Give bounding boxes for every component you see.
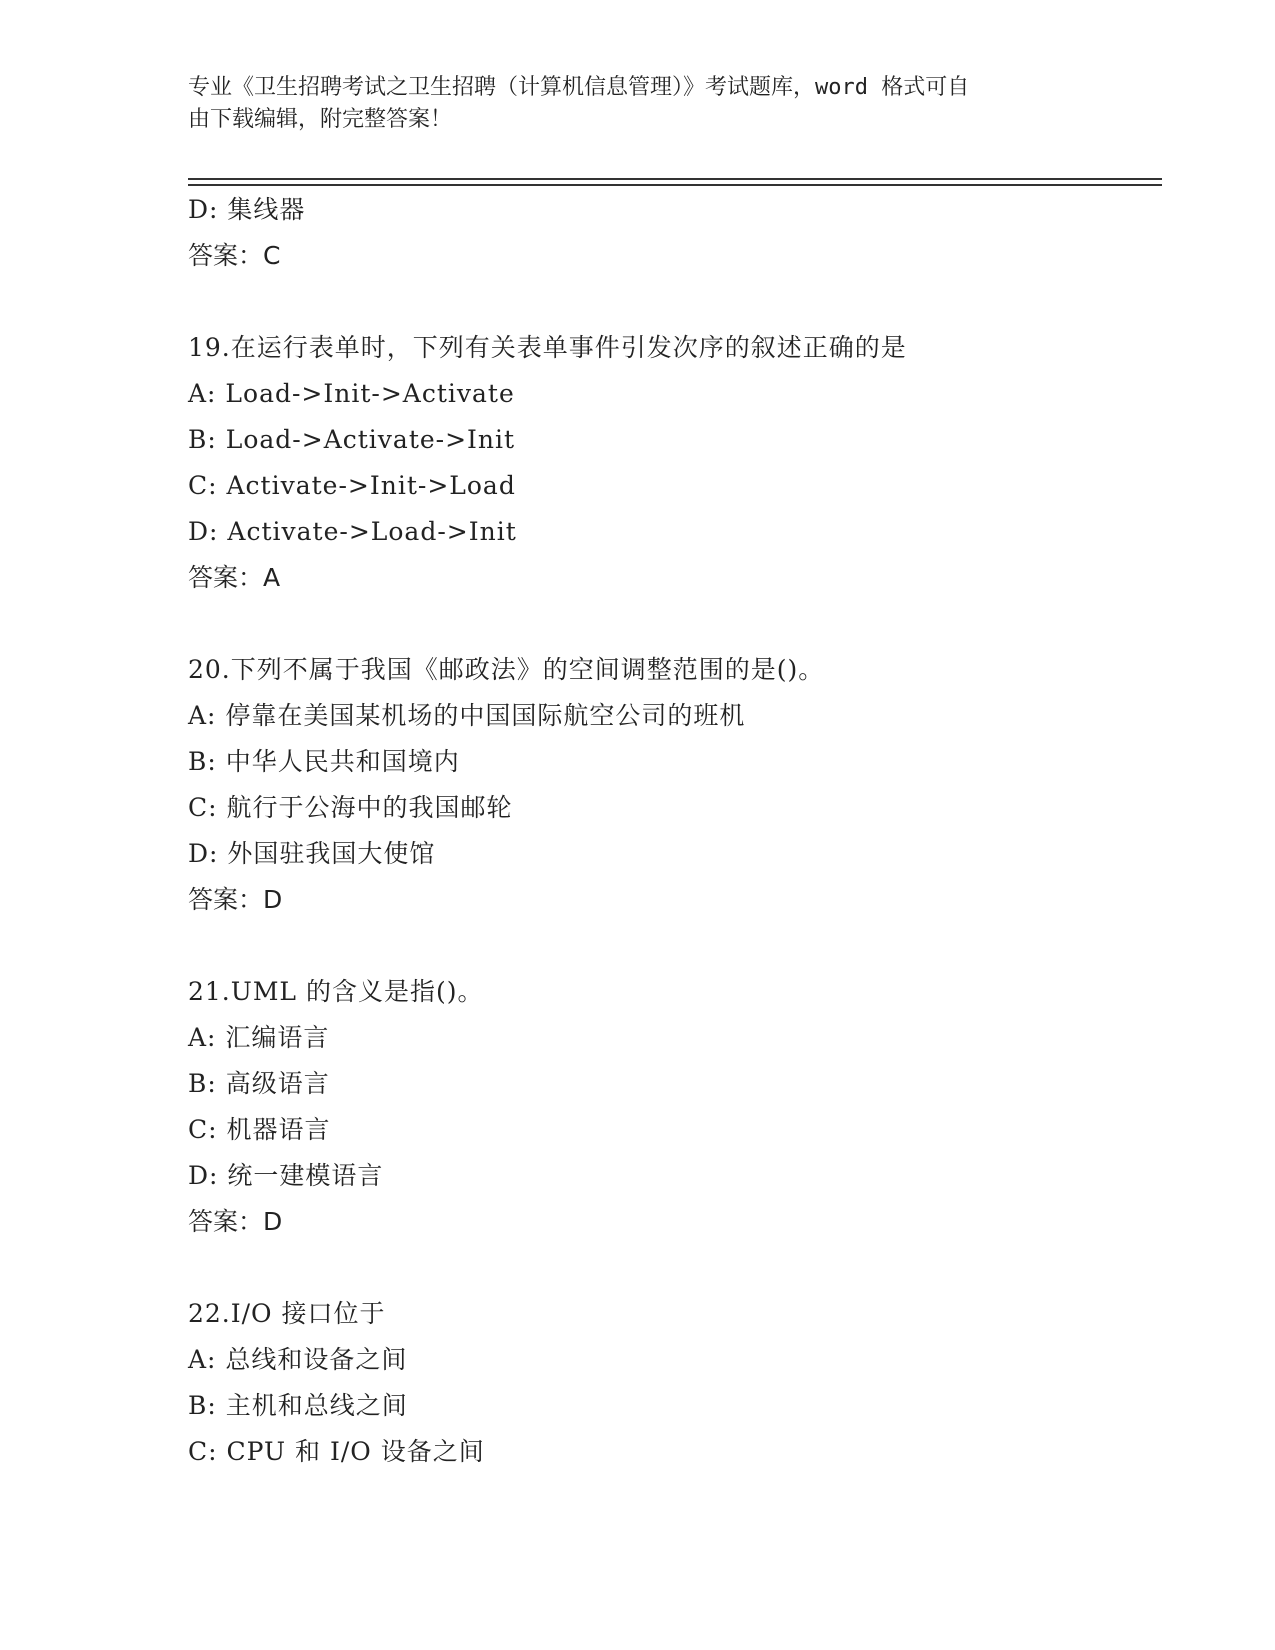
question-stem: 21.UML 的含义是指()。 xyxy=(188,977,484,1006)
question-21 xyxy=(188,969,1162,1245)
question-stem: 22.I/O 接口位于 xyxy=(188,1299,386,1328)
answer: 答案：D xyxy=(188,1207,283,1236)
question-stem: 19.在运行表单时，下列有关表单事件引发次序的叙述正确的是 xyxy=(188,333,907,362)
spacer xyxy=(188,601,1162,647)
option-d: D: 外国驻我国大使馆 xyxy=(188,839,436,868)
document-header xyxy=(188,72,1088,136)
option-c: C: Activate->Init->Load xyxy=(188,471,516,500)
answer: 答案：A xyxy=(188,563,281,592)
option-b: B: 中华人民共和国境内 xyxy=(188,747,460,776)
spacer xyxy=(188,923,1162,969)
option-d-prev: D: 集线器 xyxy=(188,195,306,224)
option-b: B: Load->Activate->Init xyxy=(188,425,516,454)
option-c: C: CPU 和 I/O 设备之间 xyxy=(188,1437,485,1466)
question-list xyxy=(188,187,1162,1475)
spacer xyxy=(188,279,1162,325)
option-b: B: 主机和总线之间 xyxy=(188,1391,408,1420)
header-line-2: 由下载编辑，附完整答案！ xyxy=(188,107,453,132)
header-line-1: 专业《卫生招聘考试之卫生招聘（计算机信息管理）》考试题库，word 格式可自 xyxy=(188,75,970,100)
option-c: C: 机器语言 xyxy=(188,1115,331,1144)
option-a: A: 总线和设备之间 xyxy=(188,1345,408,1374)
option-b: B: 高级语言 xyxy=(188,1069,330,1098)
question-20 xyxy=(188,647,1162,923)
option-a: A: Load->Init->Activate xyxy=(188,379,515,408)
option-a: A: 汇编语言 xyxy=(188,1023,330,1052)
answer: 答案：D xyxy=(188,885,283,914)
option-a: A: 停靠在美国某机场的中国国际航空公司的班机 xyxy=(188,701,746,730)
question-22 xyxy=(188,1291,1162,1475)
option-d: D: Activate->Load->Init xyxy=(188,517,517,546)
answer-prev: 答案：C xyxy=(188,241,281,270)
question-stem: 20.下列不属于我国《邮政法》的空间调整范围的是()。 xyxy=(188,655,825,684)
header-divider-top xyxy=(188,178,1162,180)
option-d: D: 统一建模语言 xyxy=(188,1161,384,1190)
spacer xyxy=(188,1245,1162,1291)
question-19 xyxy=(188,325,1162,601)
header-divider-bottom xyxy=(188,184,1162,186)
option-c: C: 航行于公海中的我国邮轮 xyxy=(188,793,513,822)
